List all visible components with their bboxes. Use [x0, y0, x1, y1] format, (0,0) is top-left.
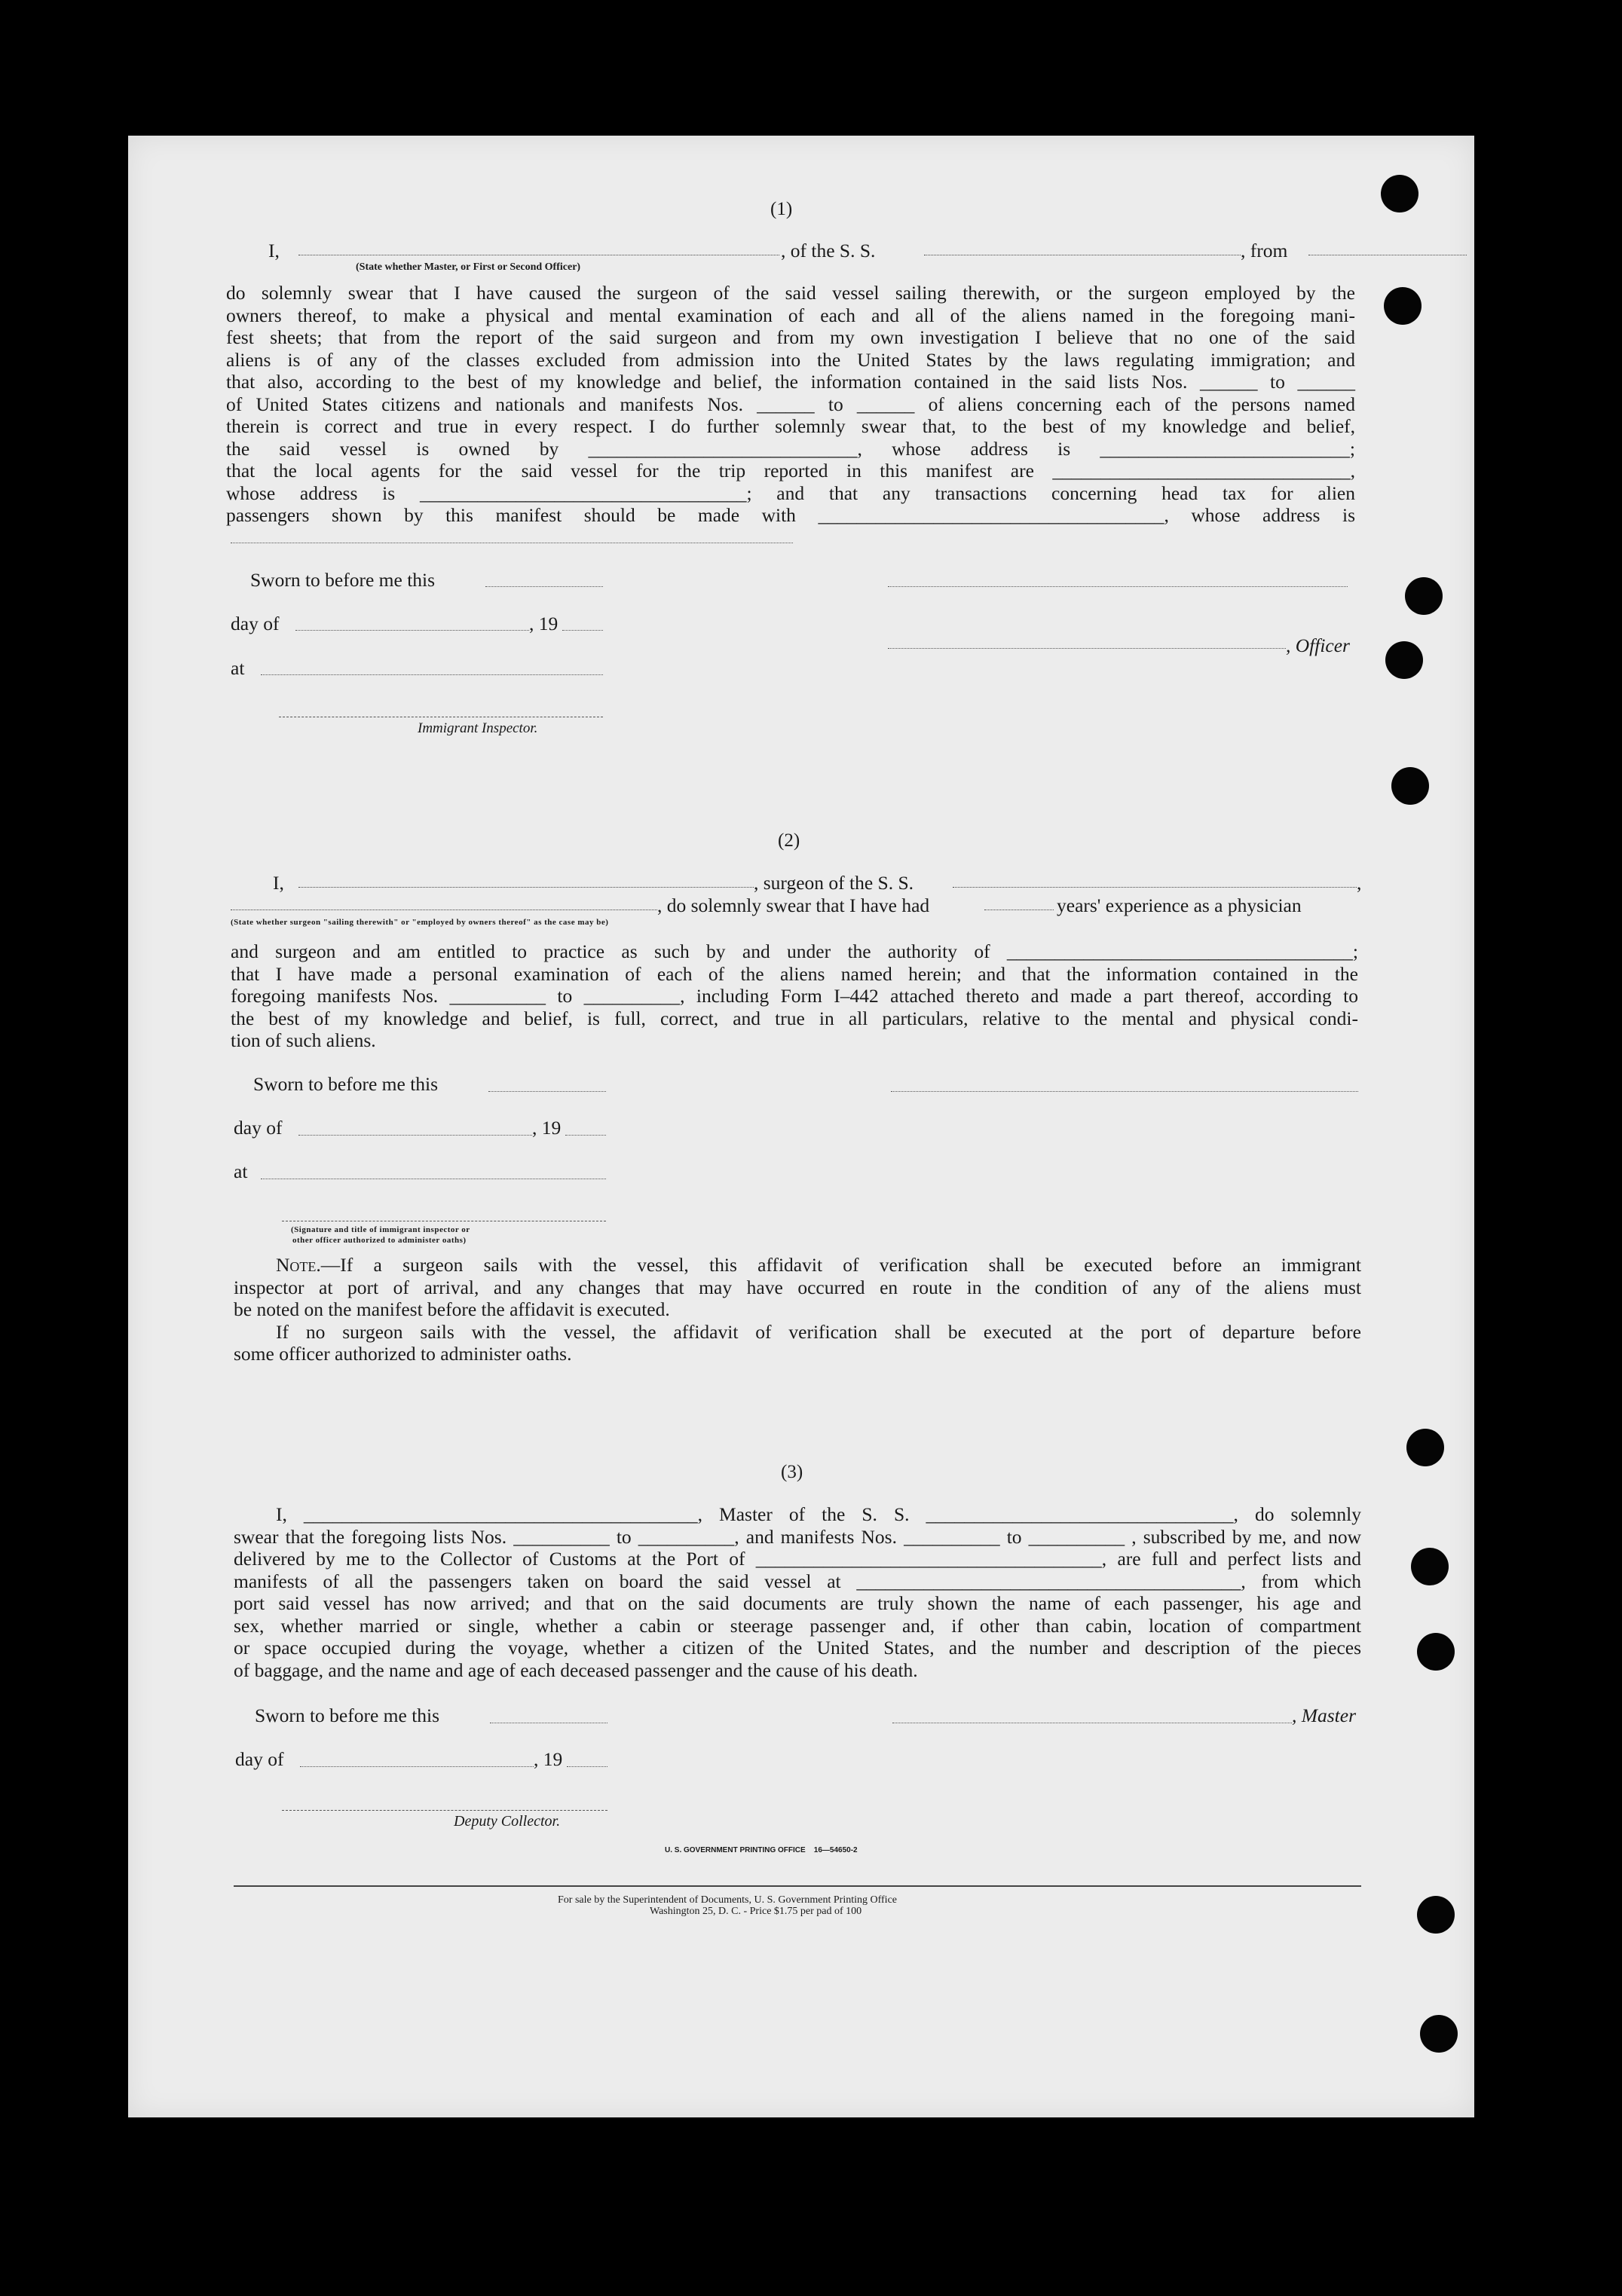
section-1-caption: (State whether Master, or First or Second Officer) [356, 261, 581, 273]
s2-sworn: Sworn to before me this [253, 1073, 439, 1095]
s2-day-of: day of [234, 1117, 283, 1139]
s3-sworn: Sworn to before me this [255, 1704, 440, 1726]
s2-year: , 19 [532, 1117, 562, 1139]
s1-line-4: that also, according to the best of my knowledge and belief, the information contained in the said lists Nos. ______ to ______ [226, 371, 1355, 393]
s3-master-label: , Master [1292, 1704, 1356, 1726]
s2-i: I, [273, 872, 284, 894]
form-page [128, 136, 1474, 2117]
s1-line-7: the said vessel is owned by ____________________________, whose address is __________________________; [226, 437, 1355, 460]
s3-day-of: day of [235, 1748, 284, 1770]
s1-line-0: do solemnly swear that I have caused the surgeon of the said vessel sailing therewith, or the surgeon employed by the [226, 282, 1355, 304]
master-name-blank [298, 240, 779, 255]
s3-collector-title: Deputy Collector. [454, 1813, 561, 1830]
sale-line-2: Washington 25, D. C. - Price $1.75 per pad of 100 [650, 1906, 862, 1917]
note-block [234, 1254, 1361, 1365]
s1-line-1: owners thereof, to make a physical and mental examination of each and all of the aliens named in the foregoing mani- [226, 304, 1355, 326]
s3-line-1: swear that the foregoing lists Nos. __________ to __________, and manifests Nos. __________ to __________ , subscribed by me, and now [234, 1525, 1361, 1548]
s2-years-blank [984, 894, 1054, 910]
s3-line-7: of baggage, and the name and age of each deceased passenger and the cause of his death. [234, 1659, 918, 1681]
s3-line-5: sex, whether married or single, whether a cabin or steerage passenger and, if other than cabin, location of compartment [234, 1614, 1361, 1637]
s1-sworn-blank [485, 586, 603, 587]
s3-line-0: I, _________________________________________, Master of the S. S. ________________________________, do solemnly [276, 1503, 1361, 1525]
binder-hole [1385, 641, 1423, 679]
s1-inspector-title: Immigrant Inspector. [418, 720, 538, 736]
section-1-number: (1) [770, 199, 793, 219]
s3-line-2: delivered by me to the Collector of Customs at the Port of ____________________________________, are full and perfect lists and [234, 1548, 1361, 1570]
binder-hole [1417, 1896, 1455, 1934]
s2-vessel-blank [953, 872, 1357, 888]
s2-line-1: that I have made a personal examination of each of the aliens named herein; and that the information contained in the [231, 962, 1358, 985]
s3-year: , 19 [534, 1748, 563, 1770]
s2-years-text: years' experience as a physician [1057, 894, 1302, 916]
s3-collector-signature-line [282, 1810, 607, 1811]
binder-hole [1417, 1633, 1455, 1671]
s1-sworn: Sworn to before me this [250, 569, 436, 591]
s1-line-2: fest sheets; that from the report of the said surgeon and from my own investigation I believe that no one of the said [226, 326, 1355, 348]
footer-rule [234, 1885, 1361, 1887]
vessel-name-blank [924, 240, 1241, 255]
s2-sailing-blank [231, 894, 657, 910]
s2-signature-caption-2: other officer authorized to administer oaths) [292, 1236, 467, 1245]
section-1-from: , from [1241, 240, 1288, 261]
s2-signature-caption-1: (Signature and title of immigrant inspector or [291, 1225, 470, 1234]
s2-day-blank [298, 1135, 532, 1136]
binder-hole [1406, 1429, 1444, 1466]
s2-at: at [234, 1160, 248, 1182]
s1-line-10: passengers shown by this manifest should be made with ____________________________________, whose address is [226, 504, 1355, 526]
s1-day-of: day of [231, 613, 280, 634]
s1-officer-signature-top-blank [888, 586, 1348, 587]
s2-line-3: the best of my knowledge and belief, is full, correct, and true in all particulars, relative to the mental and physical condi- [231, 1007, 1358, 1029]
section-1-i: I, [268, 240, 280, 261]
s2-swear-text: , do solemnly swear that I have had [657, 894, 930, 916]
section-2-caption: (State whether surgeon "sailing therewith" or "employed by owners thereof" as the case may be) [231, 918, 609, 927]
printing-office-line: U. S. GOVERNMENT PRINTING OFFICE 16—54650-2 [665, 1846, 858, 1854]
section-1-body [226, 282, 1355, 527]
s1-day-blank [295, 630, 529, 631]
binder-hole [1411, 1548, 1449, 1585]
s1-at: at [231, 657, 245, 679]
note-line-0-text: —If a surgeon sails with the vessel, this affidavit of verification shall be executed before an immigrant [320, 1254, 1361, 1276]
s1-line-6: therein is correct and true in every respect. I do further solemnly swear that, to the best of my knowledge and belief, [226, 415, 1355, 437]
s1-line-8: that the local agents for the said vessel for the trip reported in this manifest are _______________________________, [226, 460, 1355, 482]
binder-hole [1381, 175, 1418, 212]
note-line-1: inspector at port of arrival, and any changes that may have occurred en route in the condition of any of the aliens must [234, 1276, 1361, 1298]
s2-surgeon-signature-blank [891, 1091, 1358, 1092]
section-2-second-line [128, 894, 1474, 919]
note2-line-1: some officer authorized to administer oaths. [234, 1343, 572, 1365]
binder-hole [1391, 767, 1429, 805]
note-label: Note. [276, 1254, 321, 1276]
section-2-first-line [128, 872, 1474, 896]
section-1-of-ss: , of the S. S. [781, 240, 876, 261]
s1-line-5: of United States citizens and nationals and manifests Nos. ______ to ______ of aliens concerning each of the persons named [226, 393, 1355, 415]
s1-line-3: aliens is of any of the classes excluded from admission into the United States by the laws regulating immigration; and [226, 348, 1355, 371]
section-2-number: (2) [778, 830, 800, 851]
s2-line-0: and surgeon and am entitled to practice as such by and under the authority of ____________________________________; [231, 940, 1358, 962]
note-line-2: be noted on the manifest before the affidavit is executed. [234, 1298, 670, 1320]
s3-line-3: manifests of all the passengers taken on board the said vessel at ________________________________________, from which [234, 1570, 1361, 1592]
binder-hole [1384, 287, 1422, 325]
sale-line-1: For sale by the Superintendent of Documents, U. S. Government Printing Office [558, 1894, 897, 1906]
s2-line-2: foregoing manifests Nos. __________ to __________, including Form I–442 attached thereto and made a part thereof, according to [231, 985, 1358, 1007]
s1-at-blank [261, 674, 603, 675]
section-3-body [234, 1503, 1361, 1681]
section-2-body [231, 940, 1358, 1052]
s1-year-blank [562, 630, 603, 631]
s2-sworn-blank [488, 1091, 606, 1092]
binder-hole [1405, 577, 1443, 615]
s2-year-blank [565, 1135, 606, 1136]
note-line-0 [234, 1254, 1361, 1276]
s3-day-blank [300, 1766, 534, 1767]
s3-line-6: or space occupied during the voyage, whether a citizen of the United States, and the number and description of the pieces [234, 1637, 1361, 1659]
s1-line-9: whose address is __________________________________; and that any transactions concerning head tax for alien [226, 482, 1355, 504]
s3-year-blank [567, 1766, 607, 1767]
s1-year: , 19 [529, 613, 559, 634]
s2-line-4: tion of such aliens. [231, 1029, 376, 1051]
section-3-number: (3) [781, 1462, 803, 1482]
s2-comma: , [1357, 872, 1362, 894]
s1-officer-label: , Officer [1286, 634, 1350, 656]
s2-surgeon-of-ss: , surgeon of the S. S. [754, 872, 914, 894]
s2-surgeon-name-blank [298, 872, 754, 888]
s1-officer-blank [888, 648, 1286, 649]
s3-line-4: port said vessel has now arrived; and that on the said documents are truly shown the name of each passenger, his age and [234, 1592, 1361, 1614]
note2-line-0: If no surgeon sails with the vessel, the affidavit of verification shall be executed at the port of departure before [276, 1320, 1361, 1343]
from-port-blank [1308, 240, 1467, 255]
binder-hole [1420, 2015, 1458, 2053]
